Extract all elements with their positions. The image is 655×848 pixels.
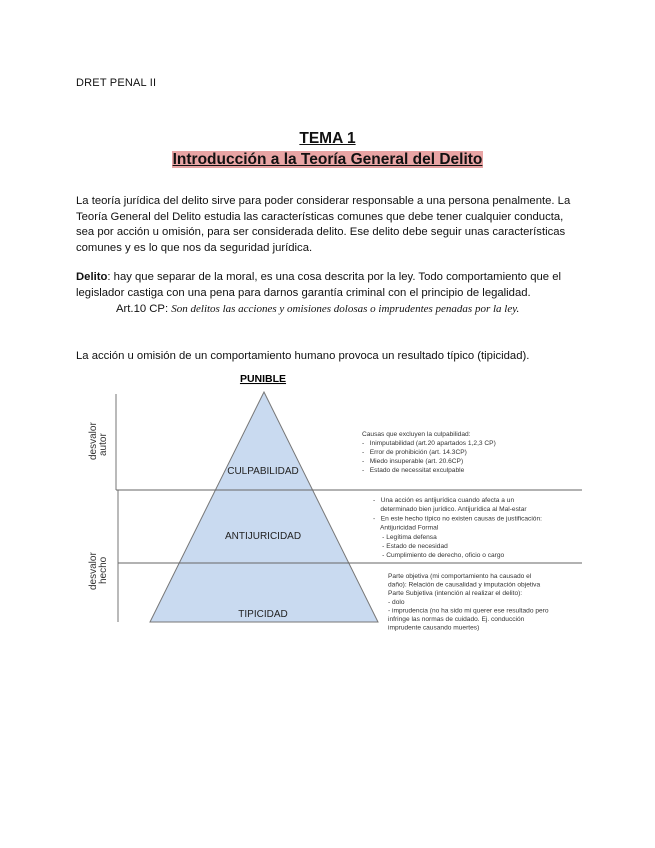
lesson-subtitle xyxy=(0,151,655,169)
side-label-hecho-2: hecho xyxy=(98,556,109,584)
lesson-title: TEMA 1 xyxy=(299,130,356,147)
culpabilidad-note-line: - Error de prohibición (art. 14.3CP) xyxy=(362,449,467,456)
tipicidad-note-line: Parte objetiva (mi comportamiento ha causado el xyxy=(388,573,532,580)
antijuricidad-note-line: - En este hecho típico no existen causas de justificación: xyxy=(373,515,542,523)
article-reference xyxy=(116,303,519,315)
tipicidad-note-line: Parte Subjetiva (intención al realizar el delito): xyxy=(388,590,523,598)
culpabilidad-notes xyxy=(362,431,496,474)
lesson-subtitle-highlight: Introducción a la Teoría General del Delito xyxy=(172,151,483,168)
side-label-autor-2: autor xyxy=(98,433,109,456)
tipicidad-note-line: imprudente causando muertes) xyxy=(388,624,480,632)
side-label-autor-1: desvalor xyxy=(88,422,99,460)
delito-definition: : hay que separar de la moral, es una cosa descrita por la ley. Todo comportamiento que el legislador castiga con una pena para darnos garantía criminal con el principio de legalidad. xyxy=(76,271,561,299)
antijuricidad-note-line: Antijuricidad Formal xyxy=(373,524,439,532)
article-quote: Son delitos las acciones y omisiones dolosas o imprudentes penadas por la ley. xyxy=(171,303,520,315)
antijuricidad-note-line: - Cumplimiento de derecho, oficio o cargo xyxy=(373,552,505,560)
antijuricidad-note-line: - Legítima defensa xyxy=(373,533,437,541)
level-tipicidad: TIPICIDAD xyxy=(238,609,288,620)
antijuricidad-note-line: - Una acción es antijurídica cuando afecta a un xyxy=(373,497,515,504)
level-antijuricidad: ANTIJURICIDAD xyxy=(224,531,302,542)
antijuricidad-notes xyxy=(373,497,542,559)
action-paragraph: La acción u omisión de un comportamiento humano provoca un resultado típico (tipicidad). xyxy=(76,350,530,362)
tipicidad-notes xyxy=(388,573,549,632)
pyramid-shape xyxy=(150,392,378,622)
antijuricidad-note-line: - Estado de necesidad xyxy=(373,543,448,550)
culpabilidad-note-line: Causas que excluyen la culpabilidad: xyxy=(362,431,471,438)
culpabilidad-note-line: - Miedo insuperable (art. 20.6CP) xyxy=(362,458,464,465)
pyramid-top-label: PUNIBLE xyxy=(239,373,287,385)
theory-pyramid-diagram xyxy=(88,368,588,643)
tipicidad-note-line: - imprudencia (no ha sido mi querer ese resultado pero xyxy=(388,607,549,615)
delito-paragraph xyxy=(76,270,581,301)
article-label: Art.10 CP: xyxy=(116,303,172,315)
culpabilidad-note-line: - Estado de necessitat exculpable xyxy=(362,467,465,474)
delito-term: Delito xyxy=(76,271,108,283)
tipicidad-note-line: infringe las normas de cuidado. Ej. conducción xyxy=(388,616,525,623)
side-label-hecho-1: desvalor xyxy=(88,552,99,590)
antijuricidad-note-line: determinado bien jurídico. Antijurídica al Mal-estar xyxy=(373,506,527,514)
tipicidad-note-line: daño): Relación de causalidad y imputación objetiva xyxy=(388,581,541,589)
course-header: DRET PENAL II xyxy=(76,77,157,89)
tipicidad-note-line: - dolo xyxy=(388,598,405,606)
culpabilidad-note-line: - Inimputabilidad (art.20 apartados 1,2,3 CP) xyxy=(362,440,496,447)
intro-paragraph: La teoría jurídica del delito sirve para poder considerar responsable a una persona penalmente. La Teoría General del Delito estudia las características comunes que debe tener cualquier conducta, sea por acción u omisión, para ser considerada delito. Ese delito debe seguir unas características comunes y es lo que nos da seguridad jurídica. xyxy=(76,195,571,254)
level-culpabilidad: CULPABILIDAD xyxy=(227,466,299,477)
